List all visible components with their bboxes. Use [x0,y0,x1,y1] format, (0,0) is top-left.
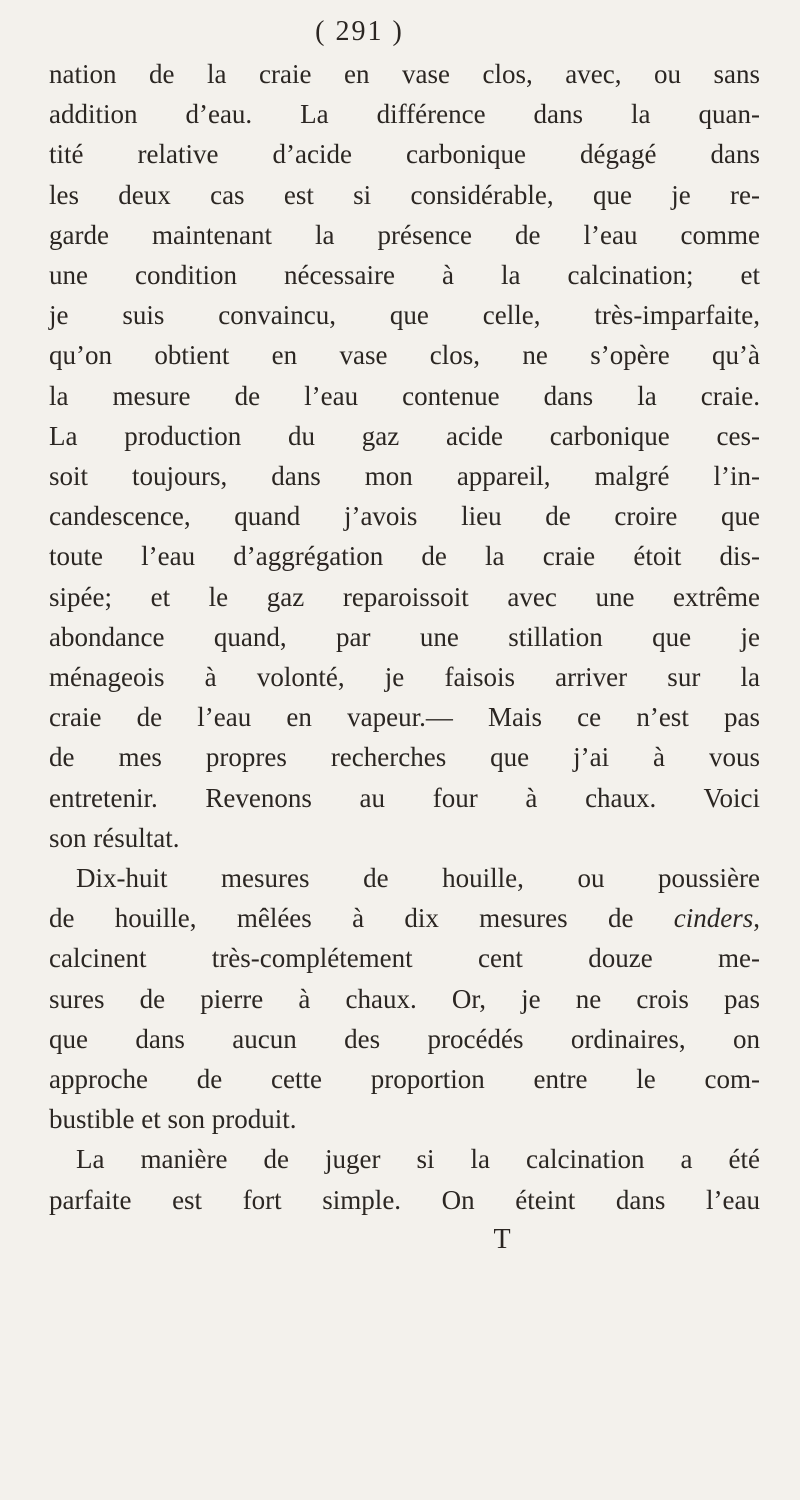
text-line: approche de cette proportion entre le com- [49,1064,760,1095]
text-line: Dix-huit mesures de houille, ou poussière [76,863,760,894]
text-line: nation de la craie en vase clos, avec, ou sans [49,59,760,89]
text-line: candescence, quand j’avois lieu de croire que [49,501,760,532]
text-line: bustible et son produit. [49,1104,297,1135]
text-line: parfaite est fort simple. On éteint dans l’eau [49,1184,760,1215]
text-line: son résultat. [49,822,180,853]
signature-mark: T [493,1223,511,1255]
text-line: La manière de juger si la calcination a été [76,1144,760,1175]
text-line: entretenir. Revenons au four à chaux. Voici [49,782,760,813]
paragraph-2 [49,858,760,1139]
text-line: qu’on obtient en vase clos, ne s’opère qu’à [49,340,760,371]
text-line: tité relative d’acide carbonique dégagé dans [49,139,760,170]
text-line: je suis convaincu, que celle, très-imparfaite, [49,300,760,331]
text-line: de mes propres recherches que j’ai à vous [49,742,760,773]
text-line: sipée; et le gaz reparoissoit avec une extrême [49,581,760,612]
text-line: abondance quand, par une stillation que je [49,621,760,652]
text-line: les deux cas est si considérable, que je re- [49,179,760,210]
text-line: addition d’eau. La différence dans la quan- [49,99,760,130]
text-line: soit toujours, dans mon appareil, malgré l’in- [49,461,760,492]
text-line: ménageois à volonté, je faisois arriver sur la [49,662,760,693]
text-line: toute l’eau d’aggrégation de la craie étoit dis- [49,541,760,572]
text-line: une condition nécessaire à la calcination; et [49,260,760,291]
text-line: La production du gaz acide carbonique ces- [49,420,760,451]
text-line: que dans aucun des procédés ordinaires, on [49,1023,760,1054]
paragraph-3 [49,1139,760,1219]
text-line: garde maintenant la présence de l’eau comme [49,219,760,250]
text-line: craie de l’eau en vapeur.— Mais ce n’est pas [49,702,760,733]
text-line: de houille, mêlées à dix mesures de cinders, [49,903,760,934]
page-number: ( 291 ) [315,16,404,47]
text-line: sures de pierre à chaux. Or, je ne crois pas [49,983,760,1014]
text-line: la mesure de l’eau contenue dans la craie. [49,380,760,411]
text-line: calcinent très-complétement cent douze me- [49,943,760,974]
paragraph-1 [49,54,760,858]
